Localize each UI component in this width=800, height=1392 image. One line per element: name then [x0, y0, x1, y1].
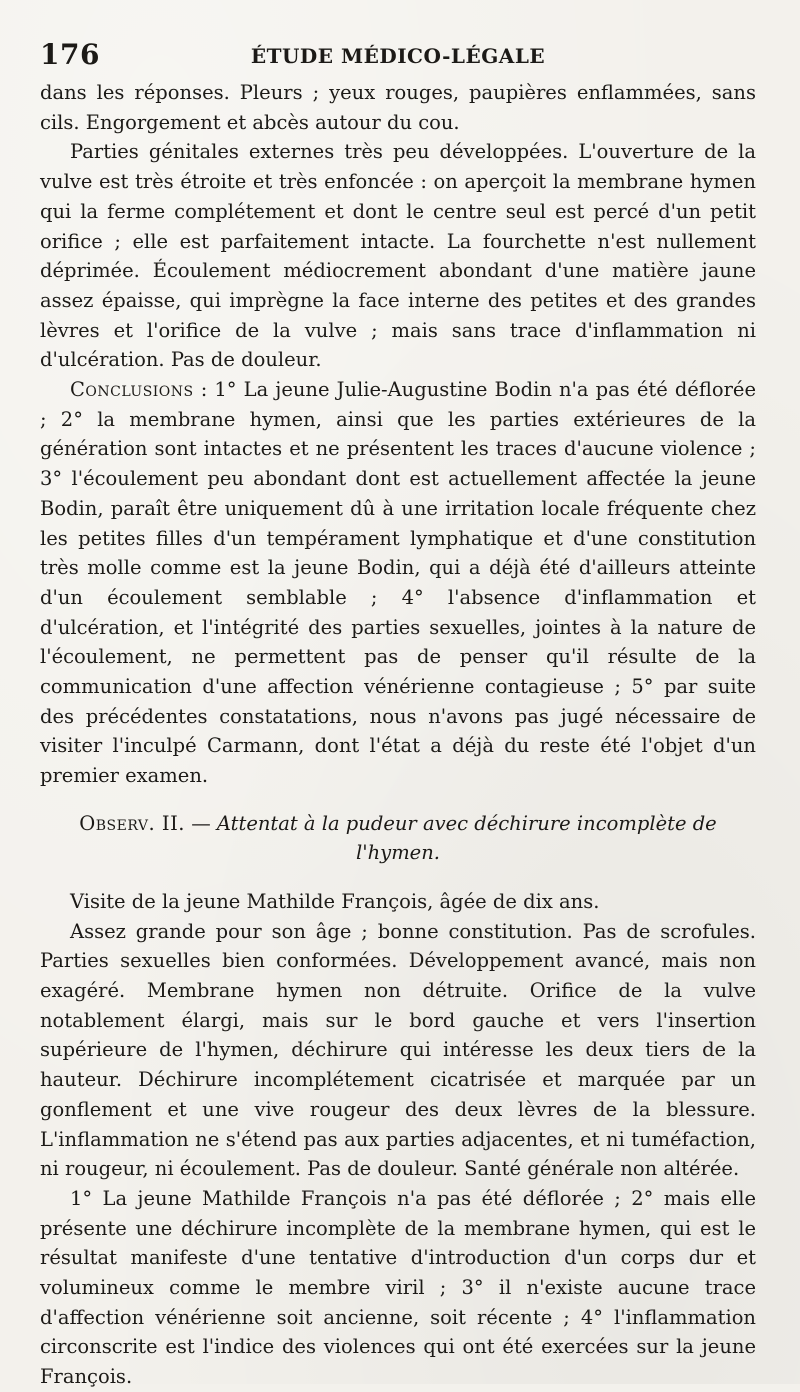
paragraph-findings: 1° La jeune Mathilde François n'a pas été déflorée ; 2° mais elle présente une déchirure incomplète de la membrane hymen, qui est le résultat manifeste d'une tentative d'introduction d'un corps dur et volumineux comme le membre viril ; 3° il n'existe aucune trace d'affection vénérienne soit ancienne, soit récente ; 4° l'inflammation circonscrite est l'indice des violences qui ont été exercées sur la jeune François.	[40, 1186, 756, 1389]
observation-dash: —	[185, 811, 217, 835]
observation-title: Attentat à la pudeur avec déchirure incomplète de l'hymen.	[216, 811, 717, 864]
running-head	[40, 38, 756, 78]
conclusions-text: : 1° La jeune Julie-Augustine Bodin n'a pas été déflorée ; 2° la membrane hymen, ainsi que les parties extérieures de la génération sont intactes et ne présentent les traces d'aucune violence ; 3° l'écoulement peu abondant dont est actuellement affectée la jeune Bodin, paraît être uniquement dû à une irritation locale fréquente chez les petites filles d'un tempérament lymphatique et d'une constitution très molle comme est la jeune Bodin, qui a déjà été d'ailleurs atteinte d'un écoulement semblable ; 4° l'absence d'inflammation et d'ulcération, et l'intégrité des parties sexuelles, jointes à la nature de l'écoulement, ne permettent pas de penser qu'il résulte de la communication d'une affection vénérienne contagieuse ; 5° par suite des précédentes constatations, nous n'avons pas jugé nécessaire de visiter l'inculpé Carmann, dont l'état a déjà du reste été l'objet d'un premier examen.	[40, 378, 756, 788]
paragraph-conclusions	[40, 375, 756, 791]
conclusions-label: Conclusions	[70, 378, 194, 402]
observation-heading	[40, 809, 756, 867]
page-number: 176	[40, 38, 100, 71]
paragraph-examination: Assez grande pour son âge ; bonne constitution. Pas de scrofules. Parties sexuelles bien conformées. Développement avancé, mais non exagéré. Membrane hymen non détruite. Orifice de la vulve notablement élargi, mais sur le bord gauche et vers l'insertion supérieure de l'hymen, déchirure qui intéresse les deux tiers de la hauteur. Déchirure incomplétement cicatrisée et marquée par un gonflement et une vive rougeur des deux lèvres de la blessure. L'inflammation ne s'étend pas aux parties adjacentes, et ni tuméfaction, ni rougeur, ni écoulement. Pas de douleur. Santé générale non altérée.	[40, 919, 756, 1181]
running-title: ÉTUDE MÉDICO-LÉGALE	[250, 44, 546, 68]
paragraph-continuation: dans les réponses. Pleurs ; yeux rouges, paupières enflammées, sans cils. Engorgement et abcès autour du cou.	[40, 81, 756, 134]
paragraph-external-genitalia: Parties génitales externes très peu développées. L'ouverture de la vulve est très étroite et très enfoncée : on aperçoit la membrane hymen qui la ferme complétement et dont le centre seul est percé d'un petit orifice ; elle est parfaitement intacte. La fourchette n'est nullement déprimée. Écoulement médiocrement abondant d'une matière jaune assez épaisse, qui imprègne la face interne des petites et des grandes lèvres et l'orifice de la vulve ; mais sans trace d'inflammation ni d'ulcération. Pas de douleur.	[40, 140, 756, 372]
paragraph-visit: Visite de la jeune Mathilde François, âgée de dix ans.	[70, 889, 600, 913]
section-spacer	[40, 867, 756, 887]
body-text	[40, 78, 756, 1392]
observation-label: Observ. II.	[79, 811, 185, 835]
